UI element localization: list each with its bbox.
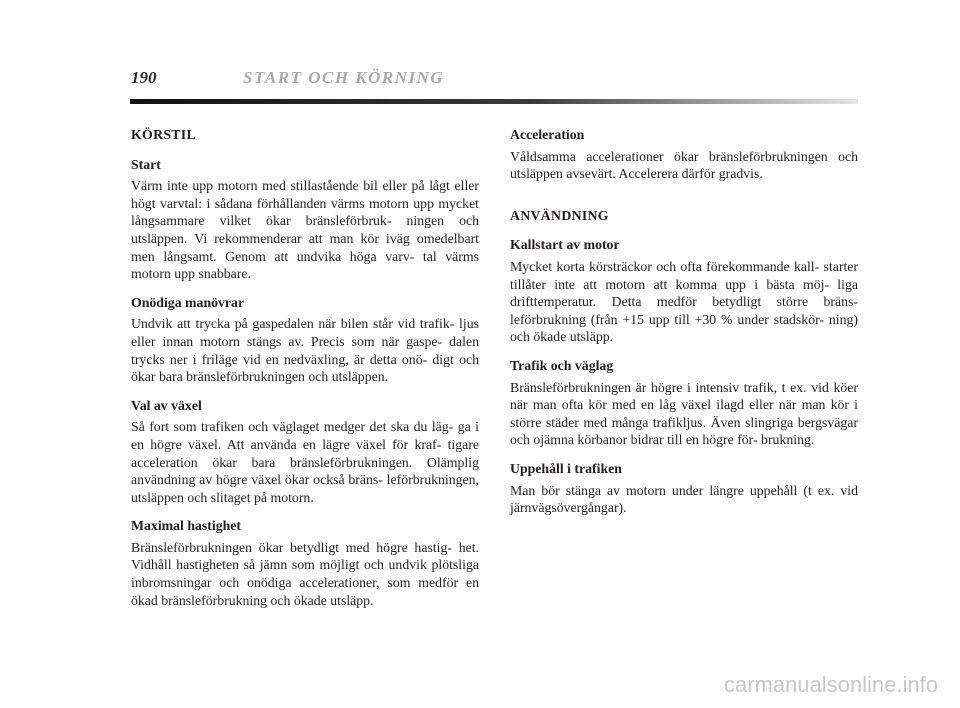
header-rule bbox=[130, 99, 858, 104]
left-column bbox=[131, 126, 479, 620]
heading-kallstart: Kallstart av motor bbox=[510, 237, 620, 253]
heading-uppehall-i-trafiken: Uppehåll i trafiken bbox=[510, 460, 622, 476]
section-title-korstil: KÖRSTIL bbox=[131, 127, 196, 142]
section-title-anvandning: ANVÄNDNING bbox=[510, 207, 609, 223]
paragraph-val-av-vaxel: Så fort som trafiken och väglaget medger det ska du läg- ga i en högre växel. Att använda en lägre växel för kraf- tigare acceleration ökar bara bränsleförbrukningen. Olämplig användning av högre växel ökar också bräns- leförbrukningen, utsläppen och slitaget på motorn. bbox=[131, 419, 479, 505]
paragraph-maximal-hastighet: Bränsleförbrukningen ökar betydligt med högre hastig- het. Vidhåll hastigheten så jämn som möjligt och undvik plötsliga inbromsningar och onödiga accelerationer, som medför en ökad bränsleförbrukning och ökade utsläpp. bbox=[131, 539, 479, 608]
paragraph-kallstart: Mycket korta körsträckor och ofta förekommande kall- starter tillåter inte att motorn att komma upp i bästa möj- liga drifttemperatur. Detta medför betydligt större bräns- leförbrukning (från +15 upp till +30 % under stadskör- ning) och ökade utsläpp. bbox=[510, 258, 858, 345]
running-title: START OCH KÖRNING bbox=[243, 68, 445, 87]
paragraph-onodiga-manovrar: Undvik att trycka på gaspedalen när bilen står vid trafik- ljus eller innan motorn stängs av. Precis som när gaspe- dalen trycks ner i friläge vid en nedväxling, är detta onö- digt och ökar bara bränsleförbrukningen och utsläppen. bbox=[131, 316, 479, 385]
heading-val-av-vaxel: Val av växel bbox=[131, 397, 202, 413]
page-number: 190 bbox=[131, 68, 157, 87]
heading-start: Start bbox=[131, 156, 161, 172]
right-column bbox=[510, 126, 858, 528]
watermark: carmanualsonline.info bbox=[723, 672, 938, 697]
paragraph-acceleration: Våldsamma accelerationer ökar bränsleförbrukningen och utsläppen avsevärt. Accelerera därför gradvis. bbox=[510, 148, 858, 182]
paragraph-start: Värm inte upp motorn med stillastående bil eller på lågt eller högt varvtal: i sådana förhållanden värms motorn upp mycket långsammare vilket ökar bränsleförbruk- ningen och utsläppen. Vi rekommenderar att man kör iväg omedelbart men långsamt. Genom att undvika höga varv- tal värms motorn upp snabbare. bbox=[131, 178, 479, 282]
heading-trafik-och-vaglag: Trafik och väglag bbox=[510, 357, 614, 373]
heading-onodiga-manovrar: Onödiga manövrar bbox=[131, 294, 245, 310]
heading-acceleration: Acceleration bbox=[510, 127, 585, 142]
paragraph-trafik-och-vaglag: Bränsleförbrukningen är högre i intensiv trafik, t ex. vid köer när man ofta kör med en låg växel ilagd eller när man kör i större städer med många trafikljus. Även slingriga bergsvägar och ojämna körbanor bidrar till en högre för- brukning. bbox=[510, 379, 858, 448]
heading-maximal-hastighet: Maximal hastighet bbox=[131, 518, 241, 534]
paragraph-uppehall-i-trafiken: Man bör stänga av motorn under längre uppehåll (t ex. vid järnvägsövergångar). bbox=[510, 482, 858, 516]
